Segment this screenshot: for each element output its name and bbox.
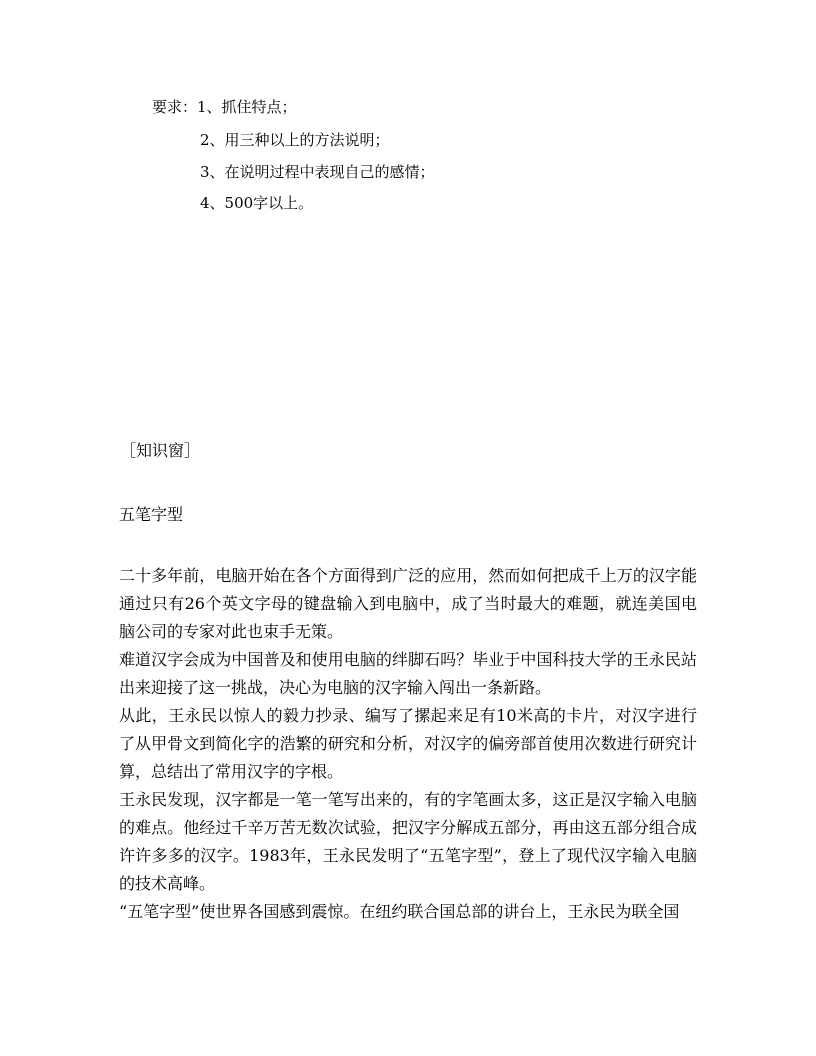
article-paragraph: 王永民发现，汉字都是一笔一笔写出来的，有的字笔画太多，这正是汉字输入电脑的难点。他经过千辛万苦无数次试验，把汉字分解成五部分，再由这五部分组合成许许多多的汉字。1983年，王永民发明了“五笔字型”，登上了现代汉字输入电脑的技术高峰。 bbox=[119, 790, 697, 893]
article-paragraph: 难道汉字会成为中国普及和使用电脑的绊脚石吗？毕业于中国科技大学的王永民站出来迎接了这一挑战，决心为电脑的汉字输入闯出一条新路。 bbox=[119, 650, 697, 697]
article-title: 五笔字型 bbox=[119, 505, 184, 524]
article-paragraph: 二十多年前，电脑开始在各个方面得到广泛的应用，然而如何把成千上万的汉字能通过只有26个英文字母的键盘输入到电脑中，成了当时最大的难题，就连美国电脑公司的专家对此也束手无策。 bbox=[119, 566, 697, 641]
article-body bbox=[119, 562, 697, 926]
article-paragraph: “五笔字型”使世界各国感到震惊。在纽约联合国总部的讲台上，王永民为联全国 bbox=[119, 902, 680, 921]
requirements-title: 要求：1、抓住特点； bbox=[152, 98, 297, 116]
knowledge-window-label: ［知识窗］ bbox=[120, 441, 201, 460]
requirement-item-4: 4、500字以上。 bbox=[200, 194, 314, 212]
requirement-item-2: 2、用三种以上的方法说明； bbox=[200, 131, 390, 149]
requirement-item-3: 3、在说明过程中表现自己的感情； bbox=[200, 163, 435, 181]
article-paragraph: 从此，王永民以惊人的毅力抄录、编写了摞起来足有10米高的卡片，对汉字进行了从甲骨文到简化字的浩繁的研究和分析，对汉字的偏旁部首使用次数进行研究计算，总结出了常用汉字的字根。 bbox=[119, 706, 697, 781]
